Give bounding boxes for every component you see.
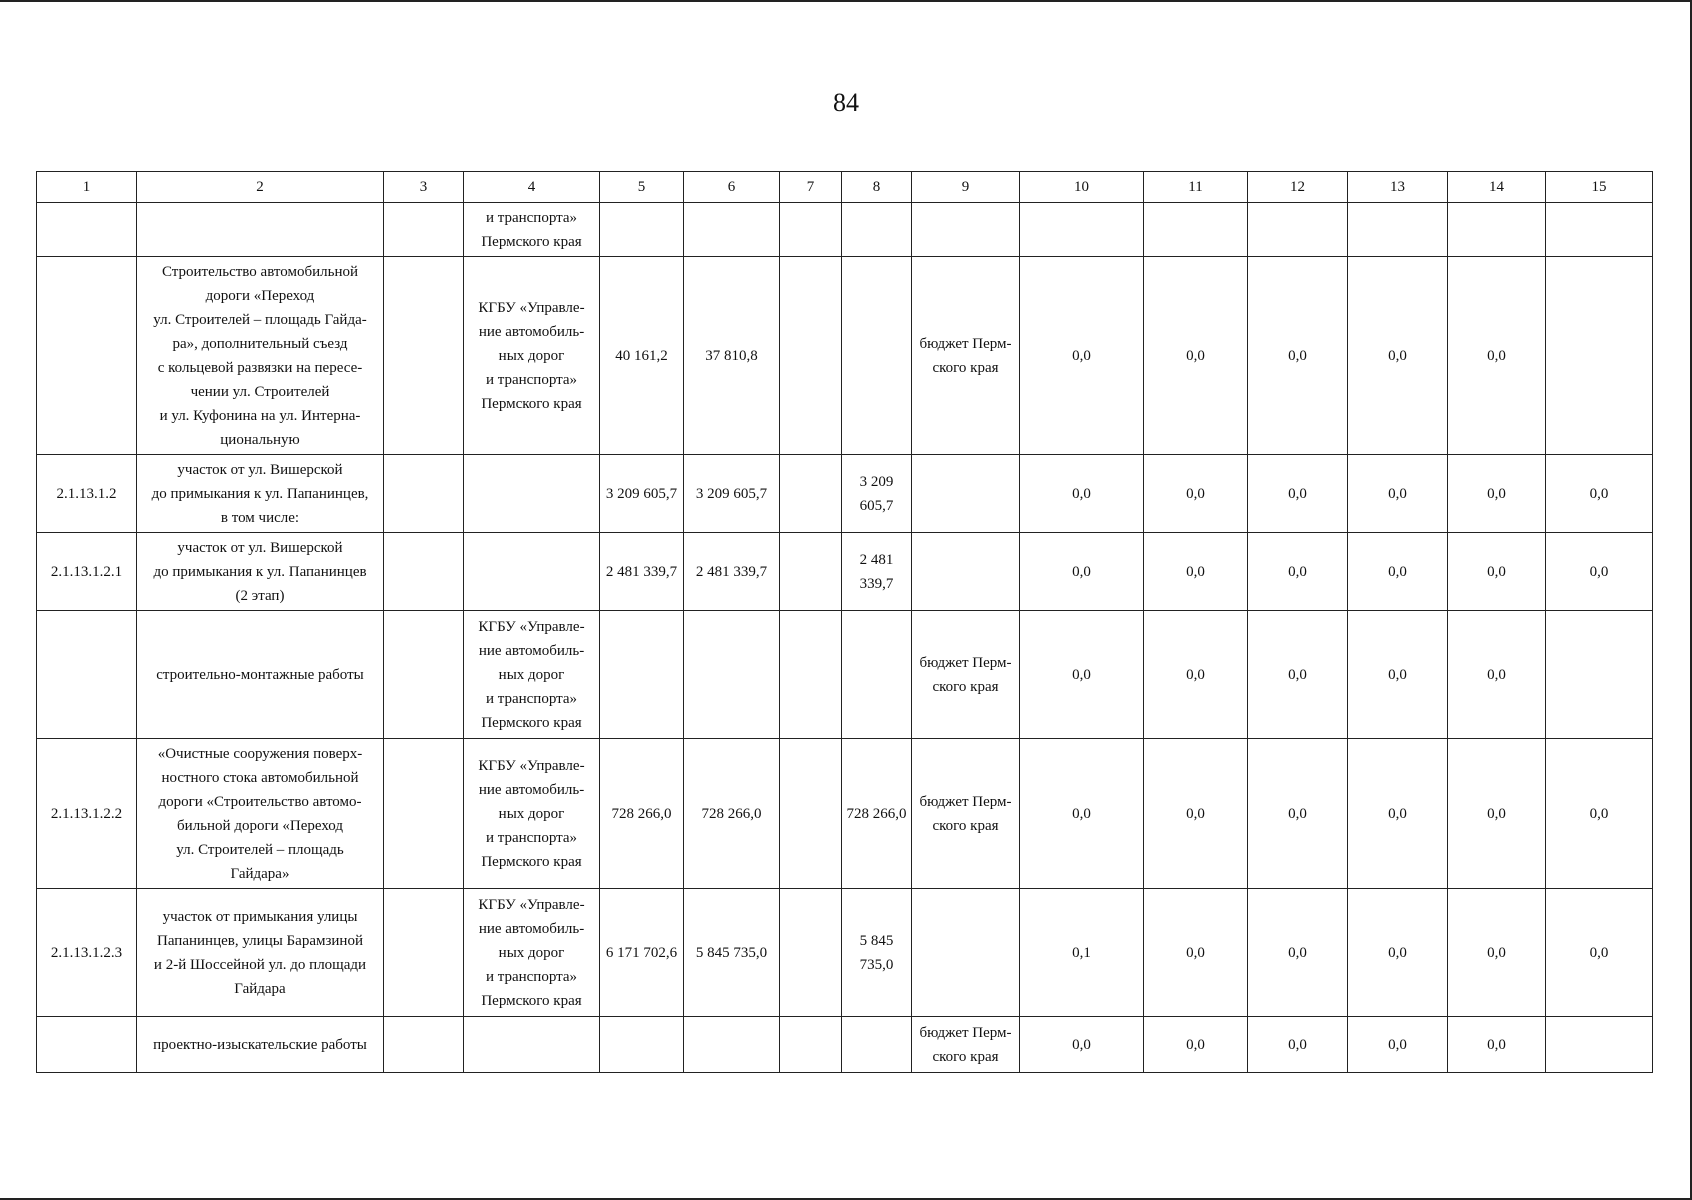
table-cell: [37, 257, 137, 455]
table-cell: 0,0: [1144, 739, 1248, 889]
table-cell: 2.1.13.1.2.3: [37, 889, 137, 1017]
cell-line: Пермского края: [481, 992, 582, 1009]
table-cell: 0,0: [1448, 1017, 1546, 1073]
cell-line: дороги «Переход: [205, 287, 315, 304]
cell-line: Папанинцев, улицы Барамзиной: [157, 932, 363, 949]
table-cell: [137, 739, 384, 889]
cell-line: 339,7: [859, 575, 894, 592]
header-cell: 13: [1348, 172, 1448, 203]
table-row: [37, 533, 1653, 611]
table-cell: 0,0: [1020, 533, 1144, 611]
cell-line: ностного стока автомобильной: [161, 769, 359, 786]
header-cell: 1: [37, 172, 137, 203]
table-cell: 0,0: [1546, 455, 1653, 533]
cell-line: и 2-й Шоссейной ул. до площади: [153, 956, 367, 973]
cell-line: ние автомобиль-: [478, 642, 585, 659]
cell-line: и транспорта»: [485, 968, 578, 985]
table-cell: [912, 889, 1020, 1017]
table-cell: [842, 1017, 912, 1073]
cell-line: участок от ул. Вишерской: [177, 461, 343, 478]
cell-line: и транспорта»: [485, 371, 578, 388]
table-cell: [780, 611, 842, 739]
table-cell: 0,0: [1448, 257, 1546, 455]
table-cell: 0,0: [1144, 455, 1248, 533]
cell-line: ского края: [932, 1048, 999, 1065]
table-cell: [780, 1017, 842, 1073]
cell-line: КГБУ «Управле-: [478, 299, 585, 316]
cell-line: и транспорта»: [485, 829, 578, 846]
cell-line: бюджет Перм-: [919, 335, 1012, 352]
table-cell: 2.1.13.1.2.2: [37, 739, 137, 889]
table-cell: [780, 533, 842, 611]
header-cell: 9: [912, 172, 1020, 203]
table-cell: [384, 257, 464, 455]
table-cell: 0,0: [1020, 455, 1144, 533]
cell-line: с кольцевой развязки на пересе-: [157, 359, 363, 376]
table-cell: [600, 611, 684, 739]
table-cell: 0,0: [1020, 1017, 1144, 1073]
table-cell: 0,0: [1348, 739, 1448, 889]
cell-line: 5 845: [859, 932, 894, 949]
cell-line: 3 209: [859, 473, 894, 490]
cell-line: дороги «Строительство автомо-: [158, 793, 362, 810]
table-cell: [600, 203, 684, 257]
table-row: [37, 455, 1653, 533]
cell-line: Строительство автомобильной: [161, 263, 359, 280]
cell-line: ул. Строителей – площадь: [176, 841, 344, 858]
table-cell: 3 209 605,7: [600, 455, 684, 533]
table-cell: [780, 739, 842, 889]
table-cell: [384, 611, 464, 739]
cell-line: чении ул. Строителей: [190, 383, 330, 400]
table-cell: [912, 203, 1020, 257]
cell-line: (2 этап): [235, 587, 285, 604]
table-cell: [137, 455, 384, 533]
cell-line: циональную: [220, 431, 300, 448]
cell-line: и транспорта»: [485, 690, 578, 707]
cell-line: ных дорог: [498, 347, 565, 364]
table-cell: [1248, 203, 1348, 257]
cell-line: 2 481: [859, 551, 894, 568]
header-cell: 2: [137, 172, 384, 203]
table-cell: [464, 889, 600, 1017]
table-cell: 0,0: [1448, 533, 1546, 611]
table-cell: [1144, 203, 1248, 257]
cell-line: Пермского края: [481, 714, 582, 731]
table-cell: [1546, 203, 1653, 257]
cell-line: ского края: [932, 678, 999, 695]
cell-line: и ул. Куфонина на ул. Интерна-: [159, 407, 361, 424]
cell-line: Гайдара: [234, 980, 286, 997]
table-cell: [384, 533, 464, 611]
table-cell: 0,0: [1248, 455, 1348, 533]
table-cell: [137, 257, 384, 455]
table-cell: [684, 1017, 780, 1073]
table-cell: 0,0: [1144, 1017, 1248, 1073]
table-cell: 0,0: [1248, 257, 1348, 455]
table-cell: 2 481 339,7: [684, 533, 780, 611]
header-cell: 3: [384, 172, 464, 203]
cell-line: Пермского края: [481, 853, 582, 870]
cell-line: в том числе:: [220, 509, 300, 526]
table-body: [37, 172, 1653, 1073]
table-cell: [37, 203, 137, 257]
header-cell: 10: [1020, 172, 1144, 203]
table-cell: 0,0: [1348, 455, 1448, 533]
cell-line: ского края: [932, 359, 999, 376]
table-cell: 0,1: [1020, 889, 1144, 1017]
header-cell: 7: [780, 172, 842, 203]
table-cell: 0,0: [1546, 533, 1653, 611]
page-number: 84: [833, 88, 859, 117]
cell-line: до примыкания к ул. Папанинцев,: [151, 485, 369, 502]
cell-line: 735,0: [859, 956, 894, 973]
table-row: [37, 1017, 1653, 1073]
cell-line: бюджет Перм-: [919, 1024, 1012, 1041]
table-cell: [780, 889, 842, 1017]
table-cell: [684, 203, 780, 257]
table-cell: [912, 533, 1020, 611]
table-cell: [1546, 611, 1653, 739]
table-cell: 728 266,0: [684, 739, 780, 889]
table-cell: [684, 611, 780, 739]
table-cell: [912, 739, 1020, 889]
table-row: [37, 203, 1653, 257]
table-cell: [780, 257, 842, 455]
table-cell: [1020, 203, 1144, 257]
cell-line: ных дорог: [498, 666, 565, 683]
header-cell: 11: [1144, 172, 1248, 203]
table-cell: 2.1.13.1.2.1: [37, 533, 137, 611]
table-cell: 0,0: [1020, 257, 1144, 455]
table-cell: [912, 1017, 1020, 1073]
table-cell: 728 266,0: [600, 739, 684, 889]
header-cell: 14: [1448, 172, 1546, 203]
table-cell: 40 161,2: [600, 257, 684, 455]
table-cell: 2 481 339,7: [600, 533, 684, 611]
table-cell: 5 845 735,0: [684, 889, 780, 1017]
table-cell: [1546, 257, 1653, 455]
table-cell: 0,0: [1348, 889, 1448, 1017]
table-cell: [464, 1017, 600, 1073]
table-cell: [842, 455, 912, 533]
table-cell: 0,0: [1248, 1017, 1348, 1073]
table-cell: 0,0: [1448, 611, 1546, 739]
table-cell: 0,0: [1248, 739, 1348, 889]
cell-line: бильной дороги «Переход: [177, 817, 343, 834]
table-cell: [842, 611, 912, 739]
header-cell: 4: [464, 172, 600, 203]
table-cell: [384, 203, 464, 257]
cell-line: ул. Строителей – площадь Гайда-: [153, 311, 367, 328]
table-cell: [37, 611, 137, 739]
table-cell: [464, 203, 600, 257]
cell-line: Пермского края: [481, 233, 582, 250]
table-cell: [464, 739, 600, 889]
table-cell: 0,0: [1144, 611, 1248, 739]
cell-line: ние автомобиль-: [478, 781, 585, 798]
table-cell: 0,0: [1448, 739, 1546, 889]
table-cell: 0,0: [1248, 889, 1348, 1017]
cell-line: ра», дополнительный съезд: [172, 335, 348, 352]
table-cell: 0,0: [1546, 889, 1653, 1017]
table-row: [37, 611, 1653, 739]
table-cell: [384, 1017, 464, 1073]
table-cell: [912, 455, 1020, 533]
table-cell: [37, 1017, 137, 1073]
cell-line: ных дорог: [498, 805, 565, 822]
table-cell: 0,0: [1248, 611, 1348, 739]
table-row: [37, 257, 1653, 455]
table-cell: [384, 739, 464, 889]
table-cell: [912, 257, 1020, 455]
table-cell: [464, 257, 600, 455]
table-cell: [842, 257, 912, 455]
table-cell: [137, 889, 384, 1017]
table-cell: проектно-изыскательские работы: [137, 1017, 384, 1073]
table-cell: [384, 455, 464, 533]
table-cell: 0,0: [1348, 611, 1448, 739]
header-cell: 8: [842, 172, 912, 203]
cell-line: КГБУ «Управле-: [478, 618, 585, 635]
table-cell: 728 266,0: [842, 739, 912, 889]
table-cell: [137, 533, 384, 611]
cell-line: КГБУ «Управле-: [478, 896, 585, 913]
table-cell: [842, 203, 912, 257]
table-row: [37, 889, 1653, 1017]
cell-line: КГБУ «Управле-: [478, 757, 585, 774]
table-row: [37, 739, 1653, 889]
table-cell: [1546, 1017, 1653, 1073]
cell-line: ние автомобиль-: [478, 920, 585, 937]
data-table: [36, 171, 1653, 1073]
cell-line: ние автомобиль-: [478, 323, 585, 340]
cell-line: участок от примыкания улицы: [162, 908, 358, 925]
cell-line: участок от ул. Вишерской: [177, 539, 343, 556]
table-cell: 0,0: [1144, 533, 1248, 611]
table-cell: 3 209 605,7: [684, 455, 780, 533]
table-cell: [842, 889, 912, 1017]
cell-line: бюджет Перм-: [919, 654, 1012, 671]
table-cell: 0,0: [1348, 1017, 1448, 1073]
table-cell: 0,0: [1144, 889, 1248, 1017]
table-cell: 0,0: [1248, 533, 1348, 611]
cell-line: до примыкания к ул. Папанинцев: [153, 563, 367, 580]
table-cell: 37 810,8: [684, 257, 780, 455]
cell-line: ных дорог: [498, 944, 565, 961]
cell-line: ского края: [932, 817, 999, 834]
table-cell: 0,0: [1448, 455, 1546, 533]
table-cell: 2.1.13.1.2: [37, 455, 137, 533]
cell-line: и транспорта»: [485, 209, 578, 226]
table-cell: 0,0: [1348, 257, 1448, 455]
table-cell: 0,0: [1546, 739, 1653, 889]
header-cell: 15: [1546, 172, 1653, 203]
table-cell: [842, 533, 912, 611]
table-cell: [780, 203, 842, 257]
table-cell: [464, 533, 600, 611]
cell-line: 605,7: [859, 497, 894, 514]
table-cell: 6 171 702,6: [600, 889, 684, 1017]
table-cell: [137, 203, 384, 257]
table-cell: [600, 1017, 684, 1073]
cell-line: «Очистные сооружения поверх-: [157, 745, 363, 762]
header-cell: 6: [684, 172, 780, 203]
table-cell: [1348, 203, 1448, 257]
table-cell: строительно-монтажные работы: [137, 611, 384, 739]
table-cell: 0,0: [1348, 533, 1448, 611]
table-cell: [912, 611, 1020, 739]
cell-line: Пермского края: [481, 395, 582, 412]
header-cell: 5: [600, 172, 684, 203]
cell-line: бюджет Перм-: [919, 793, 1012, 810]
table-cell: 0,0: [1020, 611, 1144, 739]
cell-line: Гайдара»: [230, 865, 290, 882]
table-cell: 0,0: [1448, 889, 1546, 1017]
table-cell: [464, 455, 600, 533]
header-cell: 12: [1248, 172, 1348, 203]
table-cell: [384, 889, 464, 1017]
header-row: [37, 172, 1653, 203]
table-cell: [464, 611, 600, 739]
table-cell: 0,0: [1144, 257, 1248, 455]
table-cell: 0,0: [1020, 739, 1144, 889]
table-cell: [780, 455, 842, 533]
table-cell: [1448, 203, 1546, 257]
